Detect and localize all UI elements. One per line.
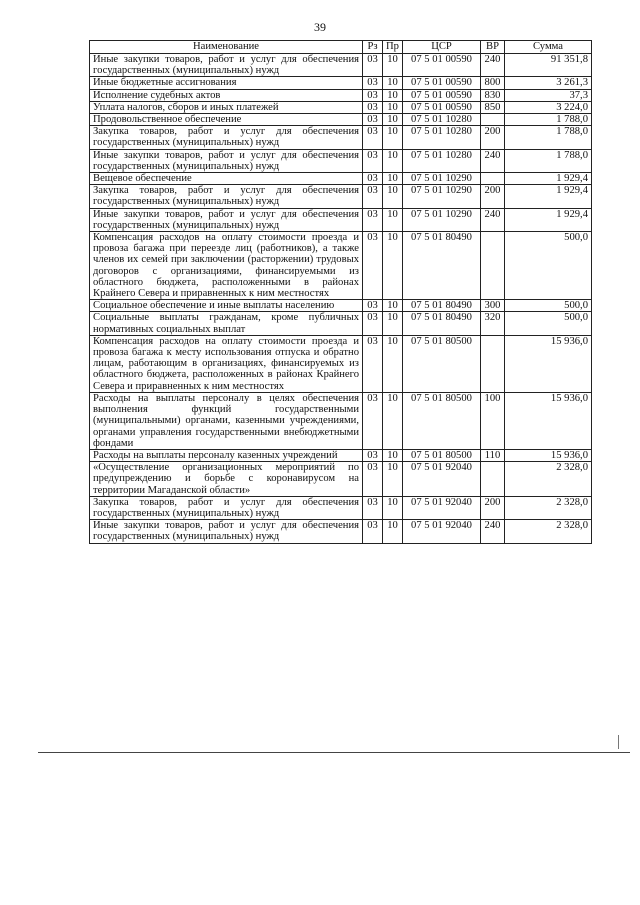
- cell-csr: 07 5 01 10280: [403, 149, 481, 172]
- cell-pr: 10: [383, 89, 403, 101]
- cell-rz: 03: [363, 496, 383, 519]
- table-row: [90, 462, 592, 497]
- cell-pr: 10: [383, 300, 403, 312]
- cell-pr: 10: [383, 114, 403, 126]
- cell-vr: 200: [481, 126, 505, 149]
- cell-vr: 830: [481, 89, 505, 101]
- cell-csr: 07 5 01 80490: [403, 232, 481, 300]
- table-row: [90, 449, 592, 461]
- cell-amount: 2 328,0: [505, 520, 592, 543]
- cell-rz: 03: [363, 232, 383, 300]
- cell-rz: 03: [363, 300, 383, 312]
- cell-rz: 03: [363, 185, 383, 208]
- cell-name: Закупка товаров, работ и услуг для обеспечения государственных (муниципальных) нужд: [90, 126, 363, 149]
- cell-pr: 10: [383, 232, 403, 300]
- cell-pr: 10: [383, 185, 403, 208]
- cell-pr: 10: [383, 208, 403, 231]
- cell-amount: 37,3: [505, 89, 592, 101]
- cell-name: Социальное обеспечение и иные выплаты населению: [90, 300, 363, 312]
- cell-rz: 03: [363, 449, 383, 461]
- footer-divider: [38, 752, 630, 753]
- header-rz: Рз: [363, 41, 383, 54]
- cell-rz: 03: [363, 173, 383, 185]
- cell-vr: 300: [481, 300, 505, 312]
- table-row: [90, 89, 592, 101]
- cell-csr: 07 5 01 92040: [403, 496, 481, 519]
- cell-csr: 07 5 01 80490: [403, 300, 481, 312]
- cell-name: Компенсация расходов на оплату стоимости проезда и провоза багажа к месту использования отпуска и обратно лицам, работающим в организациях, финансируемых из областного бюджета, расположенных в районах Крайнего Севера и приравненных к ним местностях: [90, 335, 363, 392]
- cell-amount: 3 224,0: [505, 101, 592, 113]
- cell-pr: 10: [383, 392, 403, 449]
- table-row: [90, 185, 592, 208]
- cell-pr: 10: [383, 101, 403, 113]
- cell-name: Социальные выплаты гражданам, кроме публичных нормативных социальных выплат: [90, 312, 363, 335]
- table-header-row: [90, 41, 592, 54]
- table-row: [90, 392, 592, 449]
- cell-vr: 110: [481, 449, 505, 461]
- cell-csr: 07 5 01 80500: [403, 449, 481, 461]
- table-row: [90, 173, 592, 185]
- cell-vr: 240: [481, 149, 505, 172]
- cell-pr: 10: [383, 520, 403, 543]
- cell-name: Продовольственное обеспечение: [90, 114, 363, 126]
- cell-amount: 500,0: [505, 232, 592, 300]
- cell-rz: 03: [363, 520, 383, 543]
- cell-pr: 10: [383, 126, 403, 149]
- cell-rz: 03: [363, 392, 383, 449]
- cell-rz: 03: [363, 89, 383, 101]
- cell-csr: 07 5 01 00590: [403, 101, 481, 113]
- cell-pr: 10: [383, 54, 403, 77]
- table-row: [90, 312, 592, 335]
- header-vr: ВР: [481, 41, 505, 54]
- table-row: [90, 126, 592, 149]
- cell-csr: 07 5 01 92040: [403, 462, 481, 497]
- cell-vr: [481, 335, 505, 392]
- cell-pr: 10: [383, 496, 403, 519]
- cell-pr: 10: [383, 173, 403, 185]
- cell-csr: 07 5 01 00590: [403, 77, 481, 89]
- cell-name: Уплата налогов, сборов и иных платежей: [90, 101, 363, 113]
- cell-vr: 320: [481, 312, 505, 335]
- cell-pr: 10: [383, 312, 403, 335]
- cell-amount: 1 788,0: [505, 149, 592, 172]
- budget-table: [89, 40, 592, 544]
- margin-mark: [618, 735, 619, 749]
- cell-amount: 1 788,0: [505, 114, 592, 126]
- cell-name: Расходы на выплаты персоналу в целях обеспечения выполнения функций государственными (муниципальными) органами, казенными учреждениями, органами управления государственными внебюджетными фондами: [90, 392, 363, 449]
- cell-name: Иные бюджетные ассигнования: [90, 77, 363, 89]
- table-row: [90, 496, 592, 519]
- cell-csr: 07 5 01 00590: [403, 89, 481, 101]
- cell-amount: 500,0: [505, 312, 592, 335]
- cell-vr: 100: [481, 392, 505, 449]
- table-row: [90, 101, 592, 113]
- table-row: [90, 208, 592, 231]
- cell-rz: 03: [363, 208, 383, 231]
- cell-amount: 15 936,0: [505, 449, 592, 461]
- cell-amount: 3 261,3: [505, 77, 592, 89]
- cell-csr: 07 5 01 10290: [403, 185, 481, 208]
- cell-csr: 07 5 01 10290: [403, 173, 481, 185]
- table-row: [90, 54, 592, 77]
- cell-amount: 2 328,0: [505, 496, 592, 519]
- table-row: [90, 114, 592, 126]
- cell-amount: 1 929,4: [505, 208, 592, 231]
- cell-vr: 800: [481, 77, 505, 89]
- table-row: [90, 335, 592, 392]
- cell-rz: 03: [363, 54, 383, 77]
- table-row: [90, 520, 592, 543]
- header-csr: ЦСР: [403, 41, 481, 54]
- cell-vr: 850: [481, 101, 505, 113]
- header-amount: Сумма: [505, 41, 592, 54]
- cell-amount: 2 328,0: [505, 462, 592, 497]
- cell-name: Исполнение судебных актов: [90, 89, 363, 101]
- cell-amount: 1 929,4: [505, 173, 592, 185]
- cell-name: Иные закупки товаров, работ и услуг для обеспечения государственных (муниципальных) нужд: [90, 208, 363, 231]
- cell-pr: 10: [383, 335, 403, 392]
- cell-vr: 240: [481, 520, 505, 543]
- cell-pr: 10: [383, 449, 403, 461]
- header-name: Наименование: [90, 41, 363, 54]
- cell-amount: 15 936,0: [505, 335, 592, 392]
- table-row: [90, 77, 592, 89]
- cell-rz: 03: [363, 114, 383, 126]
- cell-name: Иные закупки товаров, работ и услуг для обеспечения государственных (муниципальных) нужд: [90, 520, 363, 543]
- cell-name: Иные закупки товаров, работ и услуг для обеспечения государственных (муниципальных) нужд: [90, 54, 363, 77]
- cell-name: Вещевое обеспечение: [90, 173, 363, 185]
- cell-name: Закупка товаров, работ и услуг для обеспечения государственных (муниципальных) нужд: [90, 185, 363, 208]
- cell-csr: 07 5 01 10280: [403, 114, 481, 126]
- cell-vr: [481, 232, 505, 300]
- cell-rz: 03: [363, 126, 383, 149]
- cell-csr: 07 5 01 92040: [403, 520, 481, 543]
- cell-vr: 240: [481, 208, 505, 231]
- cell-rz: 03: [363, 335, 383, 392]
- cell-vr: [481, 114, 505, 126]
- cell-rz: 03: [363, 101, 383, 113]
- cell-pr: 10: [383, 149, 403, 172]
- cell-rz: 03: [363, 312, 383, 335]
- table-row: [90, 300, 592, 312]
- cell-vr: 200: [481, 496, 505, 519]
- cell-amount: 15 936,0: [505, 392, 592, 449]
- table-row: [90, 149, 592, 172]
- cell-amount: 1 929,4: [505, 185, 592, 208]
- cell-rz: 03: [363, 77, 383, 89]
- cell-pr: 10: [383, 77, 403, 89]
- cell-amount: 500,0: [505, 300, 592, 312]
- cell-vr: 240: [481, 54, 505, 77]
- cell-name: Расходы на выплаты персоналу казенных учреждений: [90, 449, 363, 461]
- cell-csr: 07 5 01 00590: [403, 54, 481, 77]
- cell-csr: 07 5 01 80490: [403, 312, 481, 335]
- cell-csr: 07 5 01 10280: [403, 126, 481, 149]
- cell-amount: 1 788,0: [505, 126, 592, 149]
- cell-csr: 07 5 01 80500: [403, 392, 481, 449]
- cell-name: «Осуществление организационных мероприятий по предупреждению и борьбе с коронавирусом на территории Магаданской области»: [90, 462, 363, 497]
- cell-name: Компенсация расходов на оплату стоимости проезда и провоза багажа при переезде лиц (работников), а также членов их семей при заключении (расторжении) трудовых договоров с организациями, финансируемыми из областного бюджета, расположенными в районах Крайнего Севера и приравненных к ним местностях: [90, 232, 363, 300]
- cell-rz: 03: [363, 462, 383, 497]
- cell-name: Иные закупки товаров, работ и услуг для обеспечения государственных (муниципальных) нужд: [90, 149, 363, 172]
- cell-vr: [481, 462, 505, 497]
- cell-amount: 91 351,8: [505, 54, 592, 77]
- cell-csr: 07 5 01 10290: [403, 208, 481, 231]
- cell-vr: 200: [481, 185, 505, 208]
- header-pr: Пр: [383, 41, 403, 54]
- cell-vr: [481, 173, 505, 185]
- cell-pr: 10: [383, 462, 403, 497]
- cell-rz: 03: [363, 149, 383, 172]
- page-number: 39: [314, 20, 326, 34]
- cell-csr: 07 5 01 80500: [403, 335, 481, 392]
- cell-name: Закупка товаров, работ и услуг для обеспечения государственных (муниципальных) нужд: [90, 496, 363, 519]
- table-row: [90, 232, 592, 300]
